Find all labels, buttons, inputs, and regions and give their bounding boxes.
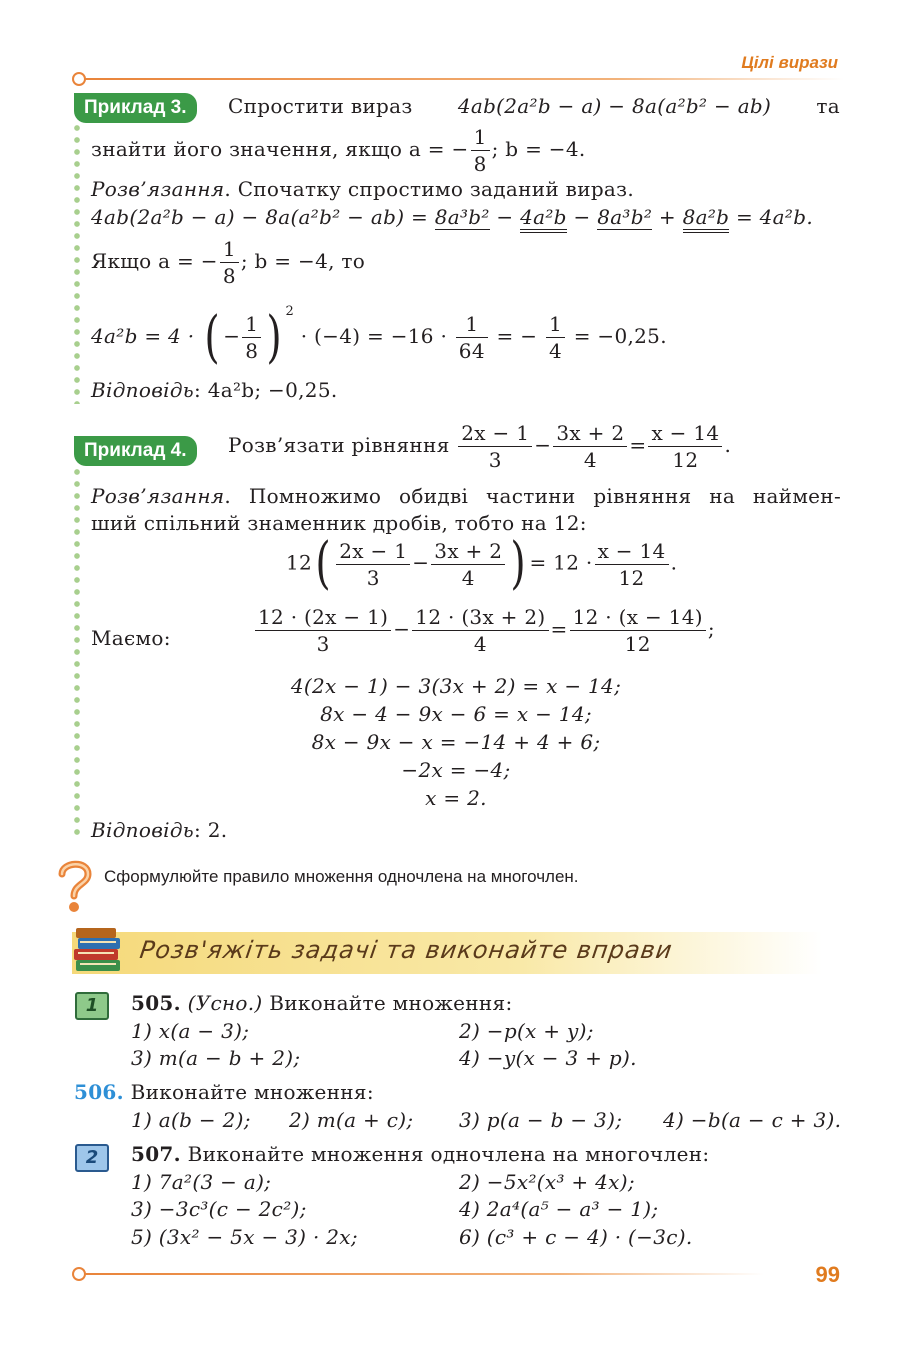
ex505-item: 4) −y(x − 3 + p). [459, 1046, 637, 1070]
calc-exponent: 2 [285, 304, 295, 319]
simp-op-3: + [658, 205, 676, 229]
eq-fraction-1 [458, 420, 532, 473]
simp-rhs: = 4a²b. [735, 205, 813, 229]
solution-text: . Спочатку спростимо заданий вираз. [224, 177, 635, 201]
simp-term-1: 8a³b² [434, 205, 490, 229]
example4-solution-line2: ший спільний знаменник дробів, тобто на 12: [91, 511, 587, 535]
fraction-den: 4 [548, 339, 563, 363]
if-tail: ; b = −4, то [240, 249, 366, 273]
ex506-title [74, 1080, 374, 1104]
calc-fraction-64 [456, 311, 488, 364]
example3-badge: Приклад 3. [74, 93, 197, 123]
example3-task-expr: 4ab(2a²b − a) − 8a(a²b² − ab) [457, 94, 772, 118]
example4-expanded [253, 604, 715, 657]
fraction-num: 12 · (3x + 2) [412, 604, 548, 631]
paren-open: ( [204, 304, 220, 370]
exp-minus: − [393, 617, 411, 641]
fraction-num: 1 [546, 311, 565, 338]
page-number: 99 [815, 1262, 840, 1287]
eq-period: . [724, 433, 732, 457]
paren-close: ) [510, 531, 527, 596]
example3-task-lead: Спростити вираз [228, 94, 413, 118]
eq-fraction-2 [553, 420, 627, 473]
exp-equals: = [550, 617, 568, 641]
solution-label: Розв’язання [91, 484, 225, 508]
ex507-item: 1) 7a²(3 − a); [131, 1170, 272, 1194]
exp-fraction-2 [412, 604, 548, 657]
calc-fraction-quarter [546, 311, 565, 364]
fraction-den: 8 [245, 339, 259, 363]
example3-solution-line [91, 177, 634, 201]
ex507-text: Виконайте множення одночлена на многочлен: [187, 1142, 710, 1166]
exp-fraction-1 [255, 604, 391, 657]
solution-step: 4(2x − 1) − 3(3x + 2) = x − 14; [290, 674, 622, 698]
fraction-den: 4 [473, 632, 487, 656]
ex506-text: Виконайте множення: [130, 1080, 374, 1104]
fraction-num: 2x − 1 [458, 420, 532, 447]
fraction-one-eighth [471, 124, 490, 177]
mult-lead: 12 [286, 550, 313, 575]
calc-fraction-eighth [242, 311, 261, 364]
fraction-num: x − 14 [648, 420, 722, 447]
calc-minus: − [223, 324, 241, 348]
fraction-den: 12 [672, 448, 699, 472]
fraction-den: 12 [624, 632, 651, 656]
fraction-num: 1 [242, 311, 261, 338]
fraction-den: 4 [461, 565, 475, 590]
example4-task [228, 420, 731, 473]
fraction-num: 2x − 1 [336, 538, 410, 565]
fraction-den: 12 [618, 565, 645, 590]
simp-term-3: 8a³b² [597, 205, 653, 229]
footer-rule [84, 1273, 764, 1275]
solution-text: . Помножимо обидві частини рівняння на наймен- [224, 484, 841, 508]
solution-step: 8x − 4 − 9x − 6 = x − 14; [320, 702, 592, 726]
fraction-den: 64 [458, 339, 485, 363]
fraction-num: 1 [471, 124, 490, 151]
example3-task-tail: ; b = −4. [491, 137, 586, 161]
calc-mid: · (−4) = −16 · [300, 324, 448, 348]
simp-op-2: − [573, 205, 591, 229]
answer-text: : 4a²b; −0,25. [194, 378, 338, 402]
example3-calculation [91, 304, 667, 370]
example3-answer [91, 378, 338, 402]
ex506-item: 4) −b(a − c + 3). [663, 1108, 842, 1132]
solution-step: x = 2. [425, 786, 487, 810]
mult-fraction-2 [431, 538, 505, 591]
fraction-num: 12 · (2x − 1) [255, 604, 391, 631]
example3-task-line2-text: знайти його значення, якщо a = − [91, 137, 469, 161]
ex506-item: 2) m(a + c); [289, 1108, 414, 1132]
example4-multiplication [286, 531, 678, 596]
example4-badge: Приклад 4. [74, 436, 197, 466]
fraction-den: 4 [583, 448, 597, 472]
ex507-item: 2) −5x²(x³ + 4x); [459, 1170, 635, 1194]
ex505-item: 3) m(a − b + 2); [131, 1046, 301, 1070]
fraction-num: x − 14 [595, 538, 669, 565]
calc-result: = −0,25. [573, 324, 667, 348]
example4-solution-line1 [91, 484, 841, 508]
fraction-num: 3x + 2 [431, 538, 505, 565]
ex506-item: 3) p(a − b − 3); [459, 1108, 623, 1132]
calc-lead: 4a²b = 4 · [91, 324, 195, 348]
ex507-item: 5) (3x² − 5x − 3) · 2x; [131, 1225, 358, 1249]
eq-minus: − [534, 433, 552, 457]
mult-fraction-3 [595, 538, 669, 591]
example4-task-lead: Розв’язати рівняння [228, 433, 450, 457]
ex505-text: Виконайте множення: [269, 991, 513, 1015]
exp-fraction-3 [570, 604, 706, 657]
example3-simplification [91, 205, 813, 229]
fraction-den: 3 [366, 565, 380, 590]
ex506-number: 506. [74, 1080, 124, 1104]
simp-op-1: − [496, 205, 514, 229]
fraction-num: 1 [456, 311, 488, 338]
solution-step: −2x = −4; [401, 758, 511, 782]
eq-fraction-3 [648, 420, 722, 473]
level-2-icon: 2 [75, 1144, 109, 1172]
fraction-num: 12 · (x − 14) [570, 604, 706, 631]
books-icon [72, 924, 124, 976]
mult-minus: − [412, 550, 430, 575]
fraction-den: 8 [222, 264, 236, 288]
eq-equals: = [629, 433, 647, 457]
header-rule [84, 78, 844, 80]
ex507-item: 4) 2a⁴(a⁵ − a³ − 1); [459, 1197, 659, 1221]
ex505-title [131, 991, 513, 1015]
simp-lhs: 4ab(2a²b − a) − 8a(a²b² − ab) = [91, 205, 429, 229]
question-text: Сформулюйте правило множення одночлена на многочлен. [104, 867, 579, 886]
ex505-item: 1) x(a − 3); [131, 1019, 250, 1043]
example3-if-line [91, 236, 365, 289]
answer-text: : 2. [194, 818, 228, 842]
fraction-num: 3x + 2 [553, 420, 627, 447]
level-1-icon: 1 [75, 992, 109, 1020]
exercises-banner-title: Розв'яжіть задачі та виконайте вправи [138, 936, 675, 964]
example3-dots [74, 122, 80, 404]
answer-label: Відповідь [91, 818, 194, 842]
simp-term-4: 8a²b [683, 205, 730, 233]
fraction-den: 8 [473, 152, 487, 176]
fraction-den: 3 [488, 448, 502, 472]
question-mark-icon [54, 858, 94, 914]
example4-steps [0, 672, 912, 812]
ex505-oral: (Усно.) [187, 991, 263, 1015]
solution-label: Розв’язання [91, 177, 225, 201]
simp-term-2: 4a²b [520, 205, 567, 233]
ex507-number: 507. [131, 1142, 181, 1166]
solution-step: 8x − 9x − x = −14 + 4 + 6; [311, 730, 601, 754]
ex505-number: 505. [131, 991, 181, 1015]
if-lead: Якщо a = − [91, 249, 218, 273]
paren-close: ) [266, 304, 283, 370]
mult-rhs: = 12 · [529, 550, 593, 575]
ex506-item: 1) a(b − 2); [131, 1108, 251, 1132]
example3-task-line1 [228, 94, 840, 118]
paren-open: ( [315, 531, 331, 596]
fraction-den: 3 [316, 632, 330, 656]
section-header: Цілі вирази [741, 53, 838, 72]
ex507-item: 3) −3c³(c − 2c²); [131, 1197, 307, 1221]
maemo-label: Маємо: [91, 626, 171, 650]
ex507-title [131, 1142, 709, 1166]
calc-eq: = − [496, 324, 538, 348]
example3-task-line2 [91, 124, 586, 177]
ex507-item: 6) (c³ + c − 4) · (−3c). [459, 1225, 693, 1249]
fraction-num: 1 [220, 236, 239, 263]
example4-answer [91, 818, 227, 842]
answer-label: Відповідь [91, 378, 194, 402]
mult-period: . [670, 550, 678, 575]
example3-task-and: та [816, 94, 840, 118]
exp-semicolon: ; [707, 617, 715, 641]
mult-fraction-1 [336, 538, 410, 591]
fraction-one-eighth-2 [220, 236, 239, 289]
ex505-item: 2) −p(x + y); [459, 1019, 594, 1043]
